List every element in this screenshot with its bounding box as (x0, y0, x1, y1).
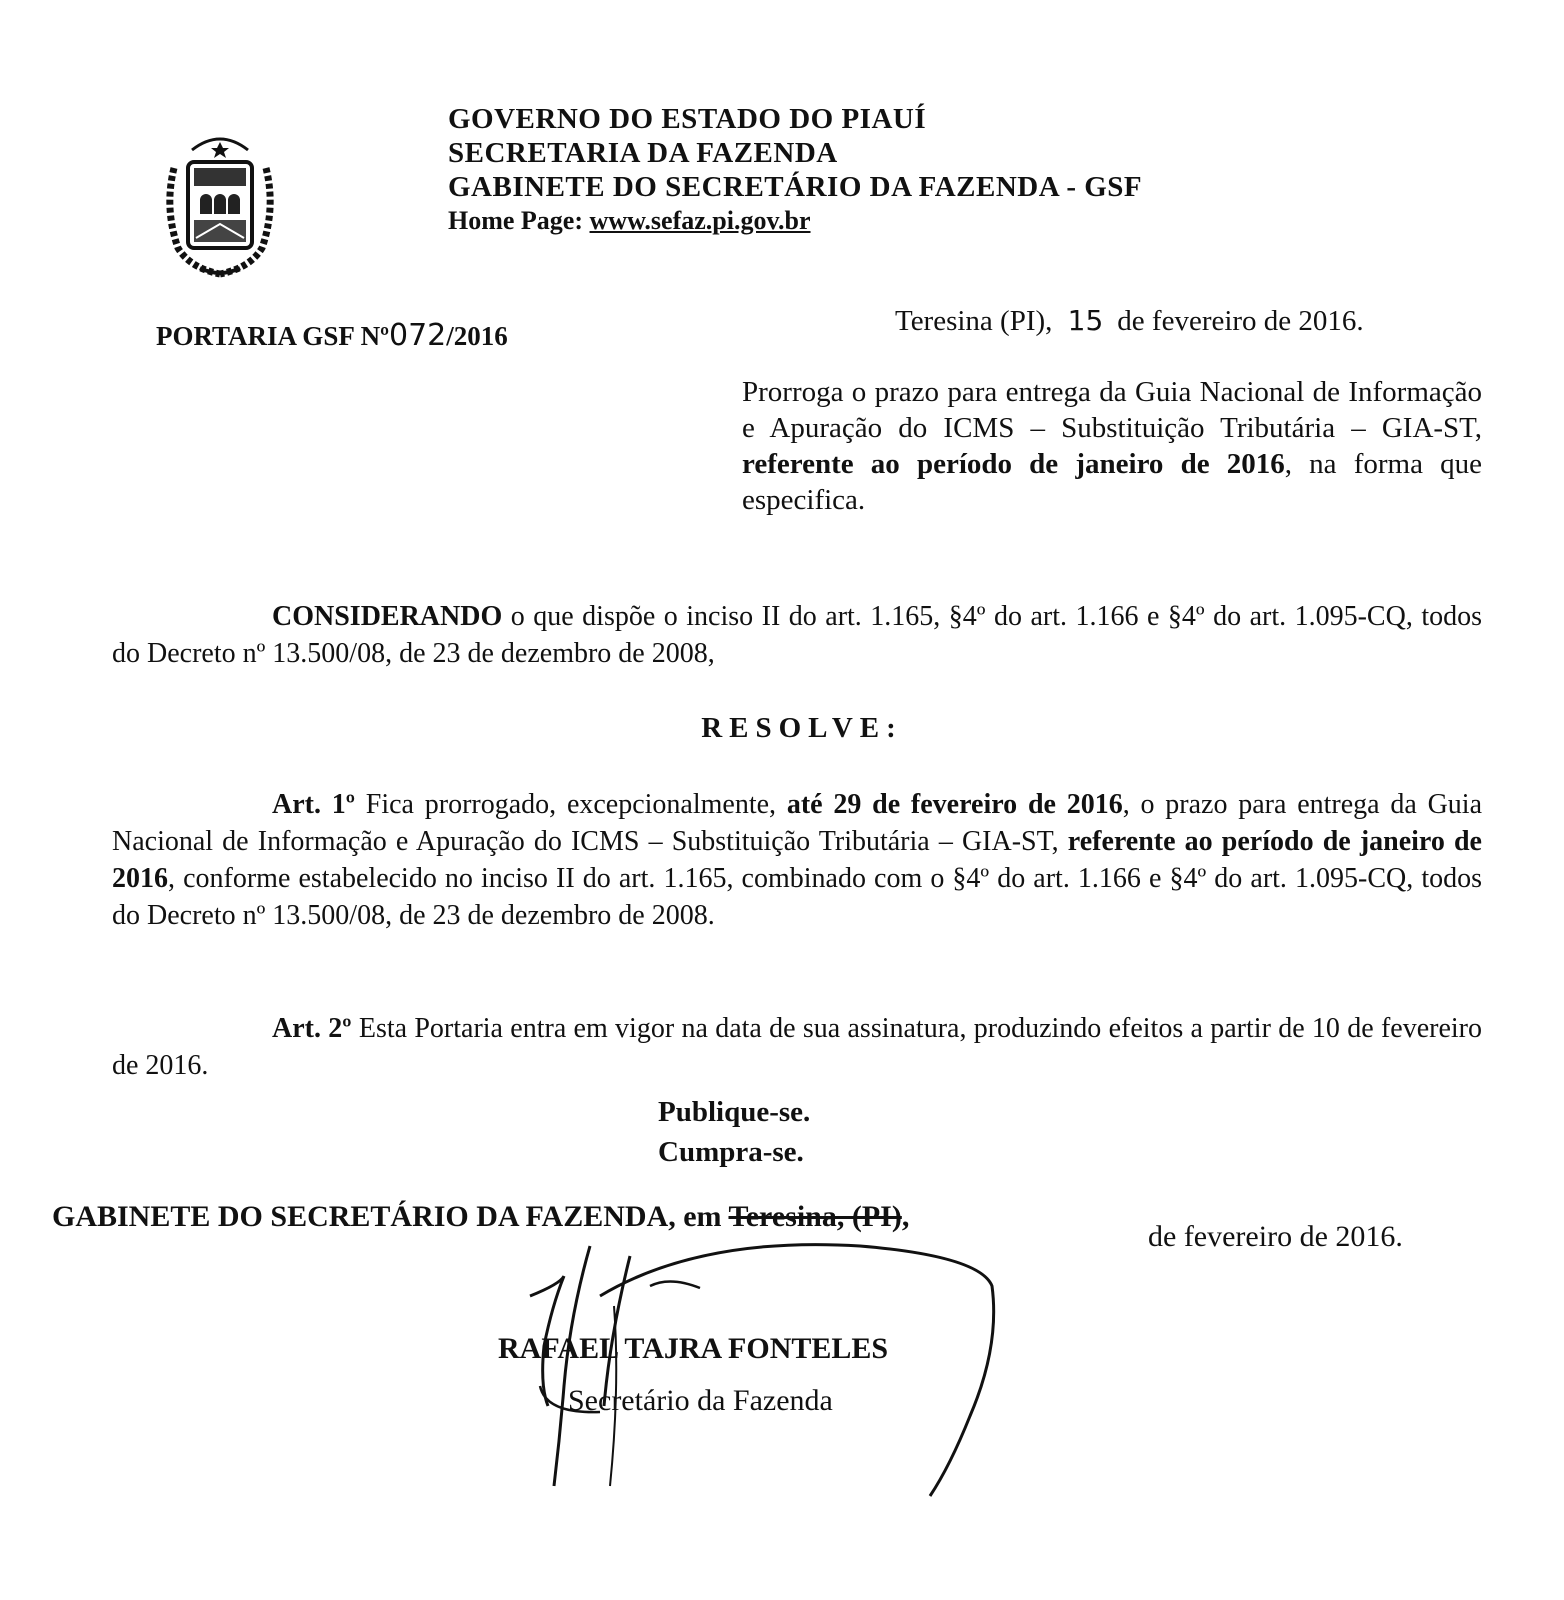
portaria-prefix: PORTARIA GSF Nº (156, 321, 389, 351)
homepage-link[interactable]: www.sefaz.pi.gov.br (589, 206, 811, 235)
article-1-label: Art. 1º (272, 789, 355, 820)
portaria-number (156, 318, 508, 353)
closing-publique: Publique-se. (658, 1096, 811, 1128)
ementa-bold: referente ao período de janeiro de 2016 (742, 448, 1285, 480)
considerando-label: CONSIDERANDO (272, 601, 503, 632)
article-2 (112, 1010, 1482, 1084)
closing (658, 1092, 810, 1172)
signatory-role: Secretário da Fazenda (568, 1384, 833, 1417)
portaria-handwritten-number: 072 (388, 318, 447, 353)
gabinete-text: GABINETE DO SECRETÁRIO DA FAZENDA, em (52, 1200, 729, 1233)
article-2-label: Art. 2º (272, 1013, 352, 1044)
article-1-bold-period: referente ao período de janeiro de 2016 (112, 826, 1482, 894)
article-2-text: Esta Portaria entra em vigor na data de sua assinatura, produzindo efeitos a partir de 10 de fevereiro de 2016. (112, 1013, 1482, 1081)
considerando-text: o que dispõe o inciso II do art. 1.165, §4º do art. 1.166 e §4º do art. 1.095-CQ, todos do Decreto nº 13.500/08, de 23 de dezembro de 2008, (112, 601, 1482, 669)
article-1-text-2: , o prazo para entrega da Guia Nacional de Informação e Apuração do ICMS – Substituição Tributária – GIA-ST, (112, 789, 1483, 857)
ementa-text: Prorroga o prazo para entrega da Guia Nacional de Informação e Apuração do ICMS – Substituição Tributária – GIA-ST, (742, 376, 1482, 444)
handwritten-signature (500, 1236, 1040, 1506)
dateline (895, 304, 1364, 338)
article-1-text-1: Fica prorrogado, excepcionalmente, (355, 789, 787, 820)
gabinete-line (52, 1200, 909, 1234)
closing-cumpra: Cumpra-se. (658, 1136, 804, 1168)
header-secretariat: SECRETARIA DA FAZENDA (448, 137, 838, 169)
letterhead (448, 102, 1142, 238)
dateline-month-year: de fevereiro de 2016. (1117, 305, 1364, 337)
signatory-name: RAFAEL TAJRA FONTELES (498, 1332, 889, 1365)
gabinete-struck-place: Teresina, (PI) (728, 1200, 902, 1233)
considerando-paragraph (112, 598, 1482, 672)
gabinete-date: de fevereiro de 2016. (1148, 1220, 1403, 1253)
ementa-end: , na forma que especifica. (742, 448, 1482, 516)
article-1-text-3: , conforme estabelecido no inciso II do art. 1.165, combinado com o §4º do art. 1.166 e §4º do art. 1.095-CQ, todos do Decreto nº 13.500/08, de 23 de dezembro de 2008. (112, 863, 1482, 931)
resolve-heading: RESOLVE: (701, 712, 903, 744)
coat-of-arms-icon (160, 128, 280, 278)
gabinete-comma: , (901, 1200, 910, 1233)
header-government: GOVERNO DO ESTADO DO PIAUÍ (448, 103, 927, 135)
header-homepage (448, 204, 1142, 238)
dateline-handwritten-day: 15 (1067, 304, 1104, 337)
dateline-place: Teresina (PI), (895, 305, 1053, 337)
header-cabinet: GABINETE DO SECRETÁRIO DA FAZENDA - GSF (448, 171, 1143, 203)
ementa (742, 374, 1482, 518)
article-1 (112, 786, 1482, 934)
portaria-year: /2016 (446, 321, 508, 351)
homepage-label: Home Page: (448, 206, 584, 235)
article-1-bold-deadline: até 29 de fevereiro de 2016 (786, 789, 1123, 820)
